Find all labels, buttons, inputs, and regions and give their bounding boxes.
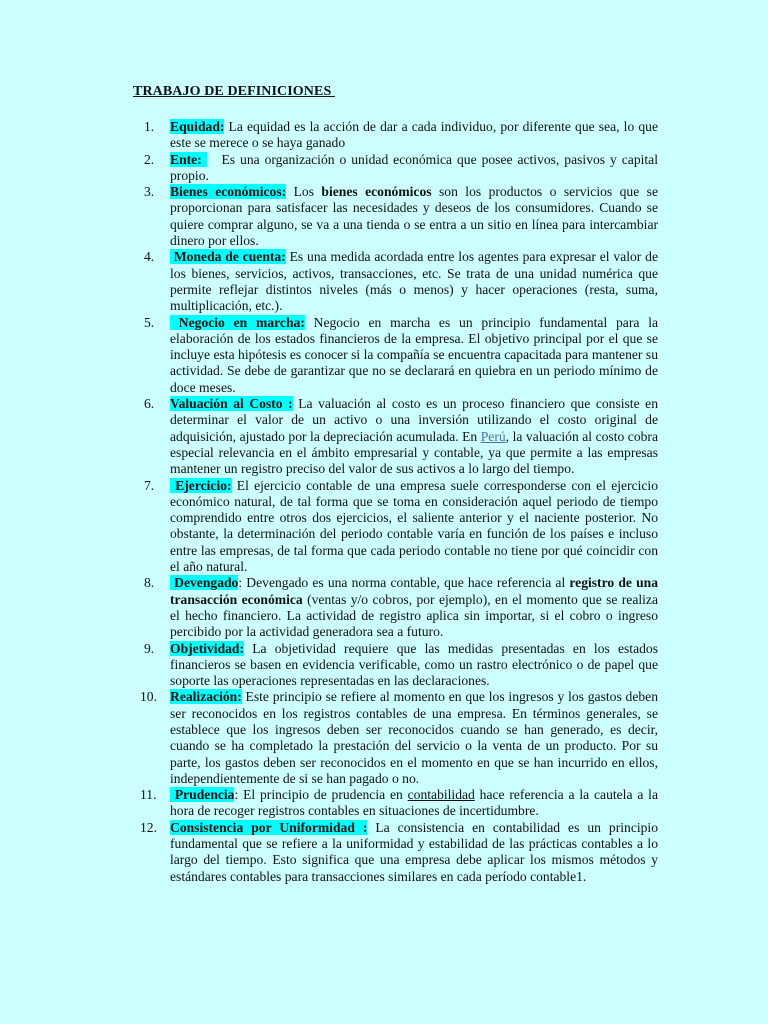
term-highlight: Prudencia — [170, 787, 235, 803]
definition-item-moneda-de-cuenta — [120, 249, 658, 314]
term-highlight: Equidad: — [170, 119, 225, 134]
peru-link[interactable]: Perú — [480, 428, 506, 444]
term-highlight: Ente: — [170, 151, 207, 167]
definition-text: La objetividad requiere que las medidas presentadas en los estados financieros se basen en evidencia verificable, como un rastro electrónico o de papel que soporte las operaciones representadas en las declaraciones. — [170, 640, 658, 689]
definition-text: , la valuación al costo cobra especial relevancia en el ámbito empresarial y contable, ya que permite a las empresas mantener un registro preciso del valor de sus activos a lo largo del tiempo. — [170, 428, 658, 477]
item-number: 8. — [144, 575, 155, 591]
term-highlight: Ejercicio: — [170, 477, 232, 493]
term-highlight: Negocio en marcha: — [170, 314, 305, 330]
definition-item-prudencia — [120, 787, 658, 820]
definition-text: La valuación al costo es un proceso financiero que consiste en determinar el valor de un activo o una inversión utilizando el costo original de adquisición, ajustado por la depreciación acumulada. En — [170, 396, 658, 444]
underlined-word: contabilidad — [407, 787, 475, 803]
item-number: 2. — [144, 151, 155, 167]
item-number: 9. — [144, 640, 155, 656]
definition-text: Este principio se refiere al momento en que los ingresos y los gastos deben ser reconocidos en los registros contables de una empresa. En términos generales, se establece que los ingresos deben ser reconocidos cuando se han generado, es decir, cuando se ha completado la prestación del servicio o la venta de un producto. Por su parte, los gastos deben ser reconocidos en el momento en que se han incurrido en ellos, independientemente de si se han pagado o no. — [170, 689, 658, 786]
item-number: 5. — [144, 314, 155, 330]
definition-item-valuacion-al-costo — [120, 396, 658, 477]
term-highlight: Realización: — [170, 689, 242, 705]
definition-text: (ventas y/o cobros, por ejemplo), en el momento que se realiza el hecho financiero. La actividad de registro aplica sin importar, si el cobro o ingreso percibido por la actividad generadora sea a futuro. — [170, 591, 658, 640]
definition-text: son los productos o servicios que se proporcionan para satisfacer las necesidades y deseos de los consumidores. Cuando se quiere comprar alguno, se va a una tienda o se entra a un sitio en línea para intercambiar dinero por ellos. — [170, 184, 658, 249]
definition-text: El ejercicio contable de una empresa suele corresponderse con el ejercicio económico natural, de tal forma que se toma en consideración aquel periodo de tiempo comprendido entre otros dos ejercicios, el saliente anterior y el naciente posterior. No obstante, la determinación del periodo contable varía en función de los países e incluso entre las empresas, de tal forma que cada periodo contable no tiene por qué coincidir con el año natural. — [170, 477, 658, 575]
definitions-list — [120, 119, 662, 885]
definition-text: : El principio de prudencia en — [234, 787, 408, 803]
item-number: 6. — [144, 396, 155, 412]
definition-item-objetividad — [120, 641, 658, 690]
term-highlight: Devengado — [170, 575, 239, 591]
term-highlight: Moneda de cuenta: — [170, 249, 286, 265]
term-highlight: Consistencia por Uniformidad : — [170, 819, 368, 835]
item-number: 3. — [144, 184, 155, 200]
bold-phrase: bienes económicos — [321, 184, 432, 200]
definition-item-consistencia — [120, 820, 658, 885]
item-number: 4. — [144, 249, 155, 265]
definition-text: Es una medida acordada entre los agentes para expresar el valor de los bienes, servicios, activos, transacciones, etc. Se trata de una unidad numérica que permite reflejar distintos niveles (más o menos) y hacer operaciones (resta, suma, multiplicación, etc.). — [170, 249, 659, 314]
definition-text: La equidad es la acción de dar a cada individuo, por diferente que sea, lo que este se merece o se haya ganado — [170, 119, 658, 151]
definition-item-negocio-en-marcha — [120, 315, 658, 396]
definition-text: Los — [286, 184, 322, 200]
item-number: 10. — [140, 689, 157, 705]
definition-item-devengado — [120, 575, 658, 640]
definition-text: Negocio en marcha es un principio fundamental para la elaboración de los estados financieros de la empresa. El objetivo principal por el que se incluye esta hipótesis es conocer si la compañía se encuentra capacitada para mantener su actividad. Se debe de garantizar que no se declarará en quiebra en un periodo mínimo de doce meses. — [170, 314, 659, 395]
definition-item-ejercicio — [120, 478, 658, 576]
item-number: 11. — [140, 787, 157, 803]
definition-text: : Devengado es una norma contable, que hace referencia al — [238, 575, 570, 591]
bold-phrase: registro de una transacción económica — [170, 575, 658, 607]
definition-item-realizacion — [120, 689, 658, 787]
term-highlight: Valuación al Costo : — [170, 396, 293, 412]
definition-text: Es una organización o unidad económica que posee activos, pasivos y capital propio. — [170, 151, 662, 183]
document-title: TRABAJO DE DEFINICIONES — [133, 84, 335, 99]
definition-item-bienes-economicos — [120, 184, 658, 249]
definition-item-equidad — [120, 119, 658, 152]
term-highlight: Objetividad: — [170, 640, 245, 656]
definition-item-ente — [120, 151, 662, 185]
item-number: 12. — [140, 819, 157, 835]
item-number: 1. — [144, 119, 155, 134]
definition-text: La consistencia en contabilidad es un principio fundamental que se refiere a la uniformidad y estabilidad de las prácticas contables a lo largo del tiempo. Esto significa que una empresa debe aplicar los mismos métodos y estándares contables para transacciones similares en cada período contable1. — [170, 819, 658, 884]
definition-text: hace referencia a la cautela a la hora de recoger registros contables en situaciones de incertidumbre. — [170, 787, 658, 819]
item-number: 7. — [144, 477, 155, 493]
term-highlight: Bienes económicos: — [170, 184, 287, 200]
